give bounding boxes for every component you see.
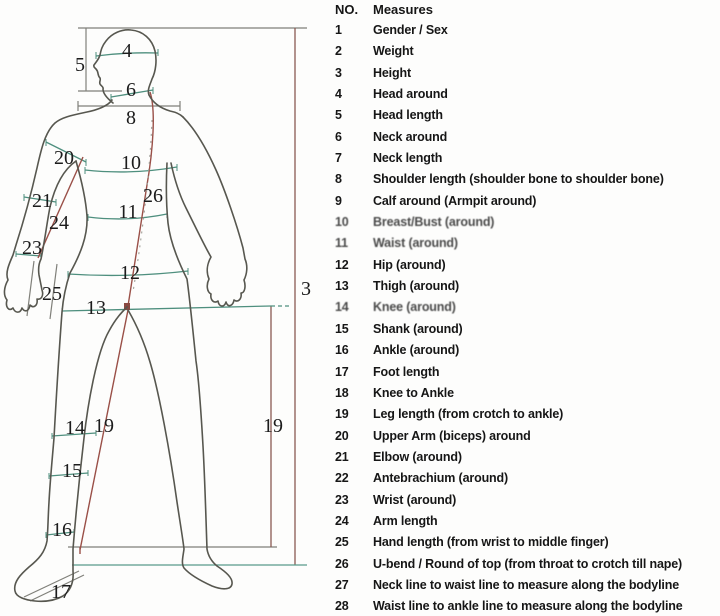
measure-row	[335, 194, 717, 215]
figure-label-13: 13	[86, 297, 106, 319]
col-header-measures: Measures	[373, 2, 433, 17]
measure-label: Calf around (Armpit around)	[373, 193, 537, 208]
measure-row	[335, 578, 717, 599]
figure-label-11: 11	[118, 201, 138, 223]
measure-row	[335, 343, 717, 364]
measure-number: 8	[335, 172, 342, 187]
measure-row	[335, 493, 717, 514]
measure-number: 19	[335, 407, 349, 422]
measure-row	[335, 599, 717, 616]
measure-number: 15	[335, 321, 349, 336]
measure-label: Hand length (from wrist to middle finger)	[373, 535, 609, 550]
figure-number-labels	[22, 40, 311, 603]
figure-label-12: 12	[120, 262, 140, 284]
measure-number: 25	[335, 535, 349, 550]
measure-row	[335, 236, 717, 257]
measure-number: 24	[335, 513, 349, 528]
measure-number: 28	[335, 599, 349, 614]
figure-label-16: 16	[52, 519, 72, 541]
measure-row	[335, 322, 717, 343]
right-leg-foot-torso	[128, 163, 232, 589]
measure-number: 17	[335, 364, 349, 379]
measure-number: 13	[335, 279, 349, 294]
measure-label: Leg length (from crotch to ankle)	[373, 407, 564, 422]
measures-rows	[335, 23, 717, 616]
figure-label-3: 3	[301, 278, 311, 300]
measure-label: Breast/Bust (around)	[373, 215, 495, 230]
measure-row	[335, 130, 717, 151]
measure-number: 2	[335, 44, 342, 59]
left-shoulder-arm-hand	[4, 100, 112, 312]
measure-label: Foot length	[373, 364, 440, 379]
vertical-tape-lines	[271, 28, 295, 565]
measure-number: 16	[335, 343, 349, 358]
measure-row	[335, 407, 717, 428]
figure-label-17: 17	[51, 581, 71, 603]
figure-label-6: 6	[126, 79, 136, 101]
measure-row	[335, 66, 717, 87]
figure-label-21: 21	[32, 190, 52, 212]
figure-label-5: 5	[75, 54, 85, 76]
measure-row	[335, 108, 717, 129]
measure-number: 26	[335, 556, 349, 571]
measure-row	[335, 514, 717, 535]
measure-label: Knee (around)	[373, 300, 456, 315]
figure-label-10: 10	[121, 152, 141, 174]
figure-label-23: 23	[22, 237, 42, 259]
measure-number: 6	[335, 129, 342, 144]
measure-row	[335, 450, 717, 471]
right-arm-hand	[171, 117, 247, 306]
measure-label: Head length	[373, 108, 443, 123]
measure-label: U-bend / Round of top (from throat to crotch till nape)	[373, 556, 683, 571]
measures-table	[335, 2, 717, 616]
measure-number: 5	[335, 108, 342, 123]
measure-row	[335, 279, 717, 300]
measure-number: 4	[335, 87, 342, 102]
measure-row	[335, 386, 717, 407]
measure-label: Elbow (around)	[373, 449, 462, 464]
measure-label: Head around	[373, 87, 448, 102]
measure-row	[335, 471, 717, 492]
measure-number: 14	[335, 300, 349, 315]
measure-row	[335, 557, 717, 578]
figure-label-4: 4	[122, 40, 132, 62]
figure-label-20: 20	[54, 147, 74, 169]
figure-label-14: 14	[65, 417, 85, 439]
measure-label: Waist line to ankle line to measure along the bodyline	[373, 599, 683, 614]
measure-label: Height	[373, 65, 411, 80]
measure-row	[335, 535, 717, 556]
measure-label: Gender / Sex	[373, 23, 448, 37]
measure-number: 22	[335, 471, 349, 486]
measure-label: Thigh (around)	[373, 279, 460, 294]
measure-row	[335, 300, 717, 321]
measure-label: Neck line to waist line to measure along the bodyline	[373, 577, 680, 592]
guide-lines	[24, 28, 307, 601]
measure-label: Ankle (around)	[373, 343, 460, 358]
figure-label-8: 8	[126, 107, 136, 129]
measure-row	[335, 23, 717, 44]
figure-label-19: 19	[94, 415, 114, 437]
measure-number: 18	[335, 385, 349, 400]
measure-label: Weight	[373, 44, 414, 59]
measure-number: 3	[335, 65, 342, 80]
measure-row	[335, 365, 717, 386]
figure-label-24: 24	[49, 212, 69, 234]
figure-label-15: 15	[62, 460, 82, 482]
measure-number: 9	[335, 193, 342, 208]
measure-number: 11	[335, 236, 348, 251]
measure-number: 20	[335, 428, 349, 443]
measure-row	[335, 87, 717, 108]
measure-number: 12	[335, 257, 349, 272]
figure-label-19: 19	[263, 415, 283, 437]
measure-row	[335, 258, 717, 279]
measure-row	[335, 151, 717, 172]
measure-number: 10	[335, 215, 349, 230]
measure-row	[335, 429, 717, 450]
measure-label: Waist (around)	[373, 236, 458, 251]
measure-label: Upper Arm (biceps) around	[373, 428, 531, 443]
figure-label-25: 25	[42, 283, 62, 305]
measure-label: Wrist (around)	[373, 492, 457, 507]
measure-label: Knee to Ankle	[373, 385, 454, 400]
measure-number: 23	[335, 492, 349, 507]
measure-row	[335, 215, 717, 236]
figure-label-26: 26	[143, 185, 163, 207]
measure-label: Hip (around)	[373, 257, 446, 272]
col-header-no: NO.	[335, 2, 359, 17]
measure-label: Antebrachium (around)	[373, 471, 509, 486]
measure-label: Arm length	[373, 513, 438, 528]
measure-row	[335, 44, 717, 65]
table-header	[335, 2, 717, 17]
body-measurement-figure	[0, 0, 330, 616]
measure-label: Neck length	[373, 151, 443, 166]
measure-number: 21	[335, 449, 349, 464]
measure-label: Shank (around)	[373, 321, 463, 336]
measure-label: Neck around	[373, 129, 448, 144]
measure-number: 1	[335, 23, 342, 37]
measure-label: Shoulder length (shoulder bone to shoulder bone)	[373, 172, 664, 187]
measure-row	[335, 172, 717, 193]
measure-number: 7	[335, 151, 342, 166]
measure-number: 27	[335, 577, 349, 592]
